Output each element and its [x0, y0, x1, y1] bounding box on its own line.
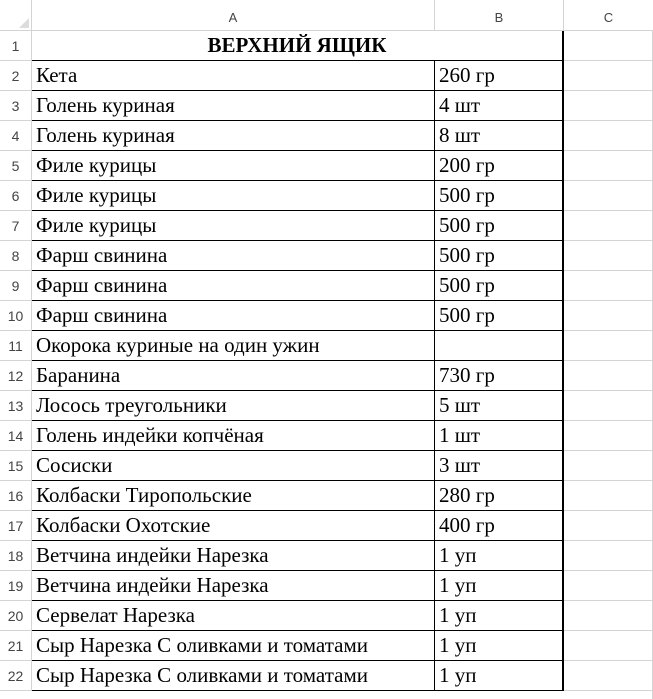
row-header[interactable]: 12	[0, 361, 32, 391]
cell-empty-c[interactable]	[564, 451, 653, 481]
row-header[interactable]: 3	[0, 91, 32, 121]
cell-item-name[interactable]: Сосиски	[32, 451, 435, 481]
cell-quantity[interactable]: 1 уп	[435, 661, 564, 691]
cell-quantity[interactable]: 500 гр	[435, 241, 564, 271]
row-header[interactable]: 22	[0, 661, 32, 691]
cell-empty-c[interactable]	[564, 151, 653, 181]
cell-item-name[interactable]: Голень куриная	[32, 121, 435, 151]
cell-item-name[interactable]: Окорока куриные на один ужин	[32, 331, 435, 361]
row-header[interactable]: 21	[0, 631, 32, 661]
cell-empty-c[interactable]	[564, 301, 653, 331]
row-header[interactable]: 19	[0, 571, 32, 601]
cell-quantity[interactable]: 1 уп	[435, 571, 564, 601]
cell-empty-c[interactable]	[564, 421, 653, 451]
cell-empty-c[interactable]	[564, 61, 653, 91]
cell-quantity[interactable]: 400 гр	[435, 511, 564, 541]
cell-quantity[interactable]: 500 гр	[435, 271, 564, 301]
cell-item-name[interactable]: Сыр Нарезка С оливками и томатами	[32, 661, 435, 691]
cell-item-name[interactable]: Фарш свинина	[32, 241, 435, 271]
column-header-b[interactable]: B	[435, 0, 564, 31]
row-header[interactable]: 14	[0, 421, 32, 451]
cell-quantity[interactable]: 500 гр	[435, 181, 564, 211]
cell-quantity[interactable]: 1 уп	[435, 541, 564, 571]
column-header-c[interactable]: C	[564, 0, 653, 31]
cell-quantity[interactable]: 260 гр	[435, 61, 564, 91]
cell-item-name[interactable]: Колбаски Тиропольские	[32, 481, 435, 511]
row-header[interactable]: 5	[0, 151, 32, 181]
row-header[interactable]: 2	[0, 61, 32, 91]
cell-item-name[interactable]: Сыр Нарезка С оливками и томатами	[32, 631, 435, 661]
cell-empty-c[interactable]	[564, 511, 653, 541]
cell-item-name[interactable]: Фарш свинина	[32, 271, 435, 301]
cell-quantity[interactable]: 3 шт	[435, 451, 564, 481]
cell-empty-c[interactable]	[564, 121, 653, 151]
cell-c1[interactable]	[564, 31, 653, 61]
cell-item-name[interactable]: Лосось треугольники	[32, 391, 435, 421]
cell-empty-c[interactable]	[564, 601, 653, 631]
row-header[interactable]: 20	[0, 601, 32, 631]
cell-quantity[interactable]: 8 шт	[435, 121, 564, 151]
cell-empty-c[interactable]	[564, 361, 653, 391]
cell-empty-c[interactable]	[564, 211, 653, 241]
cell-quantity[interactable]: 1 уп	[435, 631, 564, 661]
cell-empty-c[interactable]	[564, 661, 653, 691]
cell-quantity[interactable]: 4 шт	[435, 91, 564, 121]
cell-item-name[interactable]: Голень куриная	[32, 91, 435, 121]
cell-empty-c[interactable]	[564, 271, 653, 301]
cell-quantity[interactable]: 5 шт	[435, 391, 564, 421]
row-header[interactable]: 9	[0, 271, 32, 301]
cell-empty-c[interactable]	[564, 91, 653, 121]
row-header[interactable]: 7	[0, 211, 32, 241]
cell-quantity[interactable]: 500 гр	[435, 301, 564, 331]
cell-quantity[interactable]: 1 шт	[435, 421, 564, 451]
cell-item-name[interactable]: Филе курицы	[32, 151, 435, 181]
cell-empty-c[interactable]	[564, 541, 653, 571]
cell-item-name[interactable]: Голень индейки копчёная	[32, 421, 435, 451]
row-header[interactable]: 13	[0, 391, 32, 421]
cell-quantity[interactable]: 280 гр	[435, 481, 564, 511]
cell-item-name[interactable]: Сервелат Нарезка	[32, 601, 435, 631]
cell-item-name[interactable]: Кета	[32, 61, 435, 91]
cell-item-name[interactable]: Ветчина индейки Нарезка	[32, 541, 435, 571]
cell-quantity[interactable]	[435, 331, 564, 361]
cell-quantity[interactable]: 730 гр	[435, 361, 564, 391]
cell-empty-c[interactable]	[564, 481, 653, 511]
row-header[interactable]: 8	[0, 241, 32, 271]
cell-quantity[interactable]: 500 гр	[435, 211, 564, 241]
title-cell-a1-merged[interactable]: ВЕРХНИЙ ЯЩИК	[32, 31, 564, 61]
row-header[interactable]: 1	[0, 31, 32, 61]
cell-empty-c[interactable]	[564, 391, 653, 421]
row-header[interactable]: 6	[0, 181, 32, 211]
cell-empty-c[interactable]	[564, 181, 653, 211]
row-header[interactable]: 11	[0, 331, 32, 361]
cell-empty-c[interactable]	[564, 241, 653, 271]
column-header-a[interactable]: A	[32, 0, 435, 31]
cell-empty-c[interactable]	[564, 631, 653, 661]
row-header[interactable]: 15	[0, 451, 32, 481]
cell-item-name[interactable]: Филе курицы	[32, 211, 435, 241]
cell-item-name[interactable]: Баранина	[32, 361, 435, 391]
row-header[interactable]: 4	[0, 121, 32, 151]
row-header[interactable]: 16	[0, 481, 32, 511]
cell-empty-c[interactable]	[564, 571, 653, 601]
cell-item-name[interactable]: Ветчина индейки Нарезка	[32, 571, 435, 601]
cell-quantity[interactable]: 1 уп	[435, 601, 564, 631]
row-header[interactable]: 18	[0, 541, 32, 571]
cell-item-name[interactable]: Колбаски Охотские	[32, 511, 435, 541]
select-all-button[interactable]	[0, 0, 32, 31]
row-header[interactable]: 17	[0, 511, 32, 541]
cell-item-name[interactable]: Фарш свинина	[32, 301, 435, 331]
cell-quantity[interactable]: 200 гр	[435, 151, 564, 181]
cell-item-name[interactable]: Филе курицы	[32, 181, 435, 211]
cell-empty-c[interactable]	[564, 331, 653, 361]
row-header[interactable]: 10	[0, 301, 32, 331]
column-header-bar	[0, 0, 653, 31]
